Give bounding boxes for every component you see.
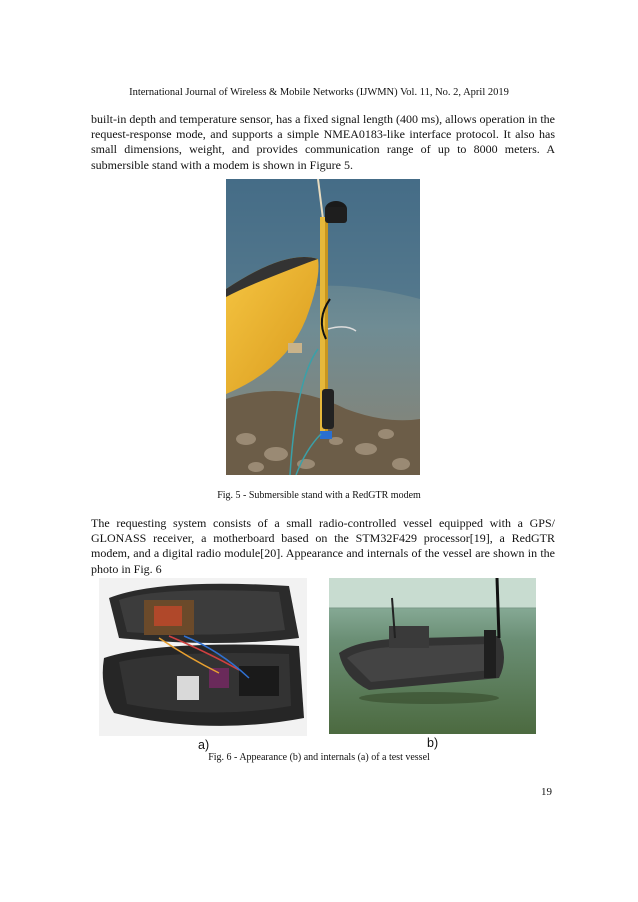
figure-5-photo (226, 179, 420, 475)
body-paragraph-1: built-in depth and temperature sensor, has a fixed signal length (400 ms), allows operation in the request-response mode, and supports a simple NMEA0183-like interface protocol. It also has small dimensions, weight, and provides communication range of up to 8000 meters. A submersible stand with a modem is shown in Figure 5. (91, 112, 555, 172)
figure-6a-photo (99, 578, 307, 736)
figure-5-caption: Fig. 5 - Submersible stand with a RedGTR modem (217, 490, 421, 501)
figure-6b-label: b) (427, 736, 439, 750)
figure-6-caption: Fig. 6 - Appearance (b) and internals (a) of a test vessel (208, 752, 430, 763)
figure-6a-label: a) (198, 738, 210, 752)
page-number: 19 (541, 786, 552, 798)
body-paragraph-2: The requesting system consists of a small radio-controlled vessel equipped with a GPS/ GLONASS receiver, a motherboard based on the STM32F429 processor[19], a RedGTR modem, and a digital radio module[20]. Appearance and internals of the vessel are shown in the photo in Fig. 6 (91, 516, 555, 576)
journal-header: International Journal of Wireless & Mobile Networks (IJWMN) Vol. 11, No. 2, April 2019 (129, 87, 509, 98)
figure-6b-photo (329, 578, 536, 734)
